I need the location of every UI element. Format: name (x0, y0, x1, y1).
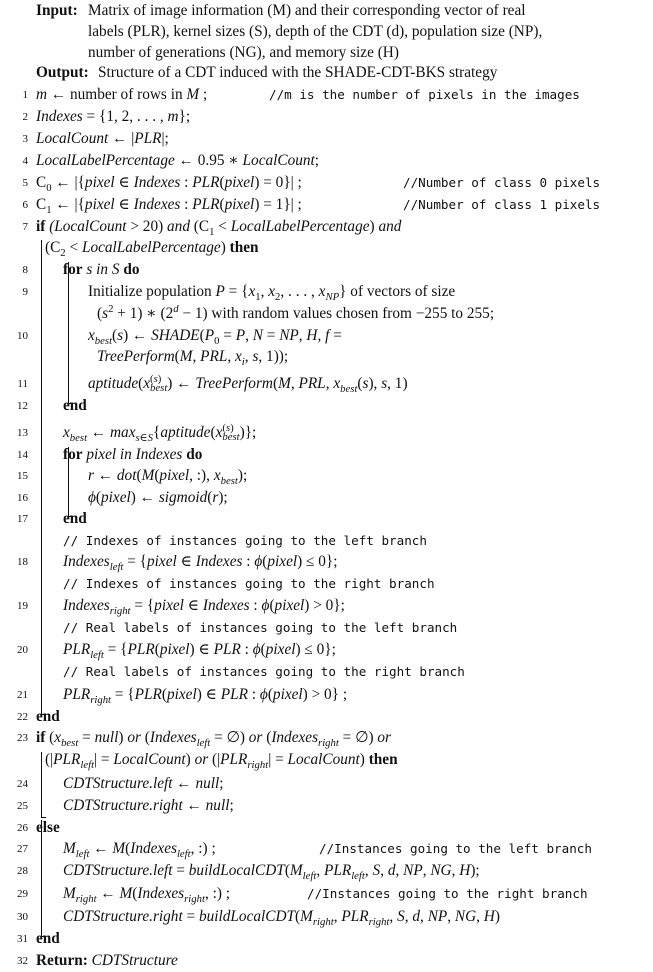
line-code: TreePerform(M, PRL, $x_i$, s, 1)); (97, 348, 289, 369)
algorithm-line (0, 530, 653, 552)
line-code: $M_{left}$ ← M(Indexes$_{left}$, :) ; (63, 840, 216, 861)
line-number: 28 (17, 865, 28, 877)
algorithm-line (0, 795, 653, 817)
line-number: 3 (22, 133, 28, 145)
line-number: 12 (17, 400, 28, 412)
algorithm-line (0, 838, 653, 860)
algorithm-line (0, 150, 653, 172)
line-number: 24 (17, 778, 28, 790)
line-code: end (63, 397, 87, 414)
line-code: CDTStructure.right ← null; (63, 797, 234, 814)
line-number: 16 (17, 492, 28, 504)
line-comment: //Instances going to the left branch (319, 841, 592, 856)
line-code: $M_{right}$ ← M(Indexes$_{right}$, :) ; (63, 885, 231, 906)
algorithm-line (0, 465, 653, 487)
algorithm-line (0, 216, 653, 238)
line-number: 15 (17, 470, 28, 482)
input-row-3 (0, 42, 653, 64)
block-rule (41, 240, 42, 714)
block-rule-tick (41, 817, 46, 818)
algorithm-line (0, 487, 653, 509)
input-text-line-3: number of generations (NG), and memory size (H) (88, 44, 399, 61)
input-row-2 (0, 21, 653, 43)
line-code: for pixel in Indexes do (63, 446, 203, 463)
line-comment: // Real labels of instances going to the right branch (63, 664, 465, 679)
line-number: 31 (17, 933, 28, 945)
algorithm-line (0, 259, 653, 281)
line-code: $PLR_{left}$ = {PLR(pixel) ∈ PLR : ϕ(pixel) ≤ 0}; (63, 641, 336, 662)
algorithm-line (0, 639, 653, 661)
line-number: 7 (22, 221, 28, 233)
line-code: $C_1$ ← |{pixel ∈ Indexes : PLR(pixel) = 1}| ; (36, 196, 302, 217)
line-code: $x_{best}(s)$ ← $SHADE(P_0 = P$, N = NP, H, f = (88, 327, 342, 348)
algorithm-line (0, 172, 653, 194)
line-code: CDTStructure.right = $buildLocalCDT(M_{right}$, $PLR_{right}$, S, d, NP, NG, H) (63, 908, 500, 929)
line-number: 29 (17, 888, 28, 900)
algorithm-line (0, 684, 653, 706)
line-code: end (36, 708, 60, 725)
line-number: 8 (22, 264, 28, 276)
algorithm-line (0, 422, 653, 444)
line-number: 23 (17, 732, 28, 744)
line-code: m ← number of rows in M ; (36, 86, 208, 103)
algorithm-line (0, 749, 653, 771)
algorithm-line (0, 860, 653, 882)
line-number: 19 (17, 600, 28, 612)
algorithm-line (0, 395, 653, 417)
algorithm-line (0, 573, 653, 595)
line-code: if (LocalCount > 20) and ($C_1$ < LocalLabelPercentage) and (36, 218, 402, 239)
algorithm-line (0, 706, 653, 728)
line-code: if ($x_{best}$ = null) or (Indexes$_{left}$ = ∅) or (Indexes$_{right}$ = ∅) or (36, 729, 391, 750)
line-number: 9 (22, 286, 28, 298)
algorithm-line (0, 303, 653, 325)
line-comment: //m is the number of pixels in the images (269, 87, 580, 102)
algorithm-line (0, 906, 653, 928)
line-number: 18 (17, 556, 28, 568)
line-number: 1 (22, 89, 28, 101)
output-text: Structure of a CDT induced with the SHADE-CDT-BKS strategy (98, 64, 498, 81)
algorithm-line (0, 551, 653, 573)
block-rule (41, 820, 42, 936)
line-code: CDTStructure.left ← null; (63, 775, 224, 792)
line-comment: //Number of class 1 pixels (403, 197, 601, 212)
algorithm-line (0, 928, 653, 950)
algorithm-line (0, 950, 653, 972)
block-rule-tick (41, 714, 46, 715)
algorithm-line (0, 773, 653, 795)
line-number: 10 (17, 330, 28, 342)
algorithm-line (0, 281, 653, 303)
input-row (0, 0, 653, 22)
block-rule (41, 752, 42, 817)
line-code: LocalCount ← |PLR|; (36, 130, 169, 147)
line-code: Indexes$_{right}$ = {pixel ∈ Indexes : ϕ(pixel) > 0}; (63, 597, 345, 618)
line-comment: // Indexes of instances going to the left branch (63, 533, 427, 548)
algorithm-line (0, 84, 653, 106)
algorithm-line (0, 325, 653, 347)
algorithm-line (0, 128, 653, 150)
block-rule (68, 262, 69, 403)
line-code: Initialize population $P = \{x_1$, $x_2$, . . . , $x_{NP}$} of vectors of size (88, 283, 456, 304)
algorithm-line (0, 194, 653, 216)
line-number: 20 (17, 644, 28, 656)
algorithm-line (0, 106, 653, 128)
line-code: for s in S do (63, 261, 140, 278)
line-code: Indexes = {1, 2, . . . , m}; (36, 108, 191, 125)
line-number: 4 (22, 155, 28, 167)
line-code: $x_{best}$ ← $\max_{s\in S}\{aptitude(x(s)$ best)}; (63, 422, 257, 445)
line-code: end (63, 510, 87, 527)
line-code: $(s^2 + 1)$ ∗ $(2^d - 1)$ with random values chosen from −255 to 255; (97, 302, 495, 322)
algorithm-line (0, 595, 653, 617)
line-code: Indexes$_{left}$ = {pixel ∈ Indexes : ϕ(pixel) ≤ 0}; (63, 553, 338, 574)
line-number: 17 (17, 513, 28, 525)
block-rule (68, 447, 69, 516)
line-number: 25 (17, 800, 28, 812)
line-number: 14 (17, 449, 28, 461)
line-number: 2 (22, 111, 28, 123)
line-code: $C_0$ ← |{pixel ∈ Indexes : PLR(pixel) = 0}| ; (36, 174, 302, 195)
line-code: aptitude(x(s) best) ← TreePerform(M, PRL, $x_{best}(s)$, s, 1) (88, 373, 408, 396)
line-code: Return: CDTStructure (36, 952, 178, 969)
algorithm-line (0, 883, 653, 905)
line-code: ($|PLR_{left}|$ = LocalCount) or ($|PLR_{right}|$ = LocalCount) then (45, 751, 398, 772)
line-number: 13 (17, 427, 28, 439)
line-number: 5 (22, 177, 28, 189)
algorithm-line (0, 817, 653, 839)
line-number: 6 (22, 199, 28, 211)
algorithm-line (0, 661, 653, 683)
line-number: 26 (17, 822, 28, 834)
line-number: 21 (17, 689, 28, 701)
line-comment: //Instances going to the right branch (307, 886, 588, 901)
line-comment: //Number of class 0 pixels (403, 175, 601, 190)
line-code: end (36, 930, 60, 947)
line-comment: // Indexes of instances going to the right branch (63, 576, 435, 591)
block-rule-tick (68, 516, 73, 517)
output-label: Output: (36, 64, 89, 81)
algorithm-line (0, 373, 653, 395)
algorithm-line (0, 444, 653, 466)
algorithm-line (0, 617, 653, 639)
block-rule-tick (41, 936, 46, 937)
input-text-line-2: labels (PLR), kernel sizes (S), depth of the CDT (d), population size (NP), (88, 23, 543, 40)
input-label: Input: (36, 2, 78, 19)
line-number: 22 (17, 711, 28, 723)
output-row (0, 62, 653, 84)
line-comment: // Real labels of instances going to the left branch (63, 620, 458, 635)
line-number: 11 (17, 378, 28, 390)
line-code: ($C_2$ < LocalLabelPercentage) then (45, 239, 259, 260)
input-text-line-1: Matrix of image information (M) and their corresponding vector of real (88, 2, 526, 19)
line-number: 32 (17, 955, 28, 967)
algorithm-line (0, 346, 653, 368)
algorithm-line (0, 508, 653, 530)
line-code: CDTStructure.left = $buildLocalCDT(M_{left}$, $PLR_{left}$, S, d, NP, NG, H); (63, 862, 480, 883)
line-code: else (36, 819, 60, 836)
line-code: ϕ(pixel) ← sigmoid(r); (88, 489, 228, 506)
algorithm-line (0, 727, 653, 749)
line-number: 30 (17, 911, 28, 923)
line-code: $PLR_{right}$ = {PLR(pixel) ∈ PLR : ϕ(pixel) > 0} ; (63, 686, 348, 707)
block-rule-tick (68, 403, 73, 404)
algorithm-line (0, 237, 653, 259)
line-code: r ← dot(M(pixel, :), $x_{best}$); (88, 467, 248, 488)
line-code: LocalLabelPercentage ← 0.95 ∗ LocalCount; (36, 152, 320, 169)
line-number: 27 (17, 843, 28, 855)
